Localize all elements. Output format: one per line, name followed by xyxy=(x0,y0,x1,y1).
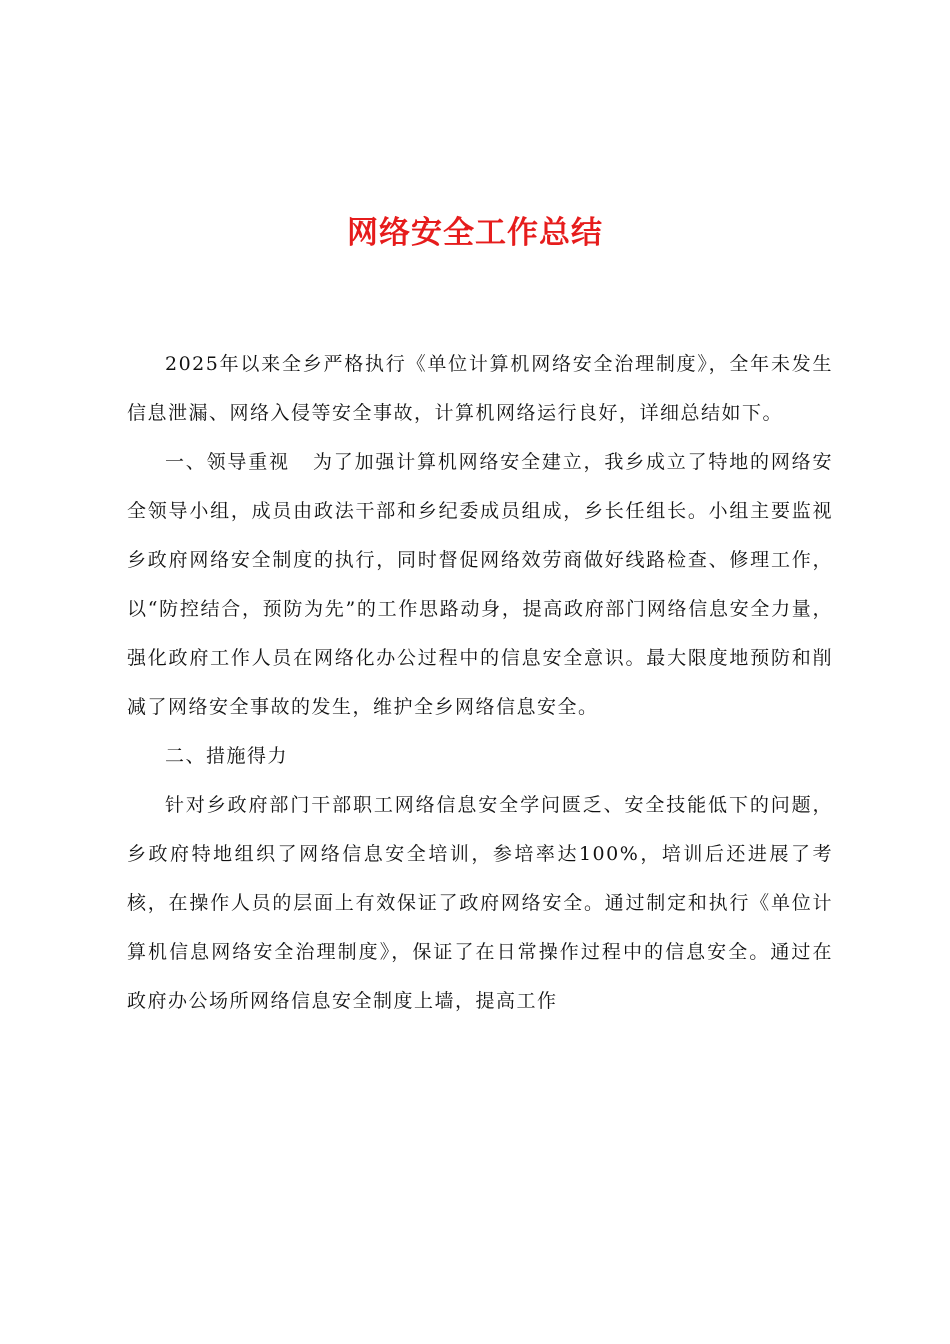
paragraph-section-1 xyxy=(127,438,833,732)
section-1-text: 为了加强计算机网络安全建立，我乡成立了特地的网络安全领导小组，成员由政法干部和乡纪委成员组成，乡长任组长。小组主要监视乡政府网络安全制度的执行，同时督促网络效劳商做好线路检查、修理工作，以“防控结合，预防为先”的工作思路动身，提高政府部门网络信息安全力量，强化政府工作人员在网络化办公过程中的信息安全意识。最大限度地预防和削减了网络安全事故的发生，维护全乡网络信息安全。 xyxy=(127,451,833,718)
document-title: 网络安全工作总结 xyxy=(347,215,603,251)
section-2-heading: 二、措施得力 xyxy=(165,745,289,767)
document-body xyxy=(127,340,833,1026)
paragraph-section-2: 针对乡政府部门干部职工网络信息安全学问匮乏、安全技能低下的问题，乡政府特地组织了网络信息安全培训，参培率达100%，培训后还进展了考核，在操作人员的层面上有效保证了政府网络安全。通过制定和执行《单位计算机信息网络安全治理制度》，保证了在日常操作过程中的信息安全。通过在政府办公场所网络信息安全制度上墙，提高工作 xyxy=(127,794,833,1012)
paragraph-intro: 2025年以来全乡严格执行《单位计算机网络安全治理制度》，全年未发生信息泄漏、网络入侵等安全事故，计算机网络运行良好，详细总结如下。 xyxy=(127,353,833,424)
section-1-heading: 一、领导重视 xyxy=(165,451,290,473)
